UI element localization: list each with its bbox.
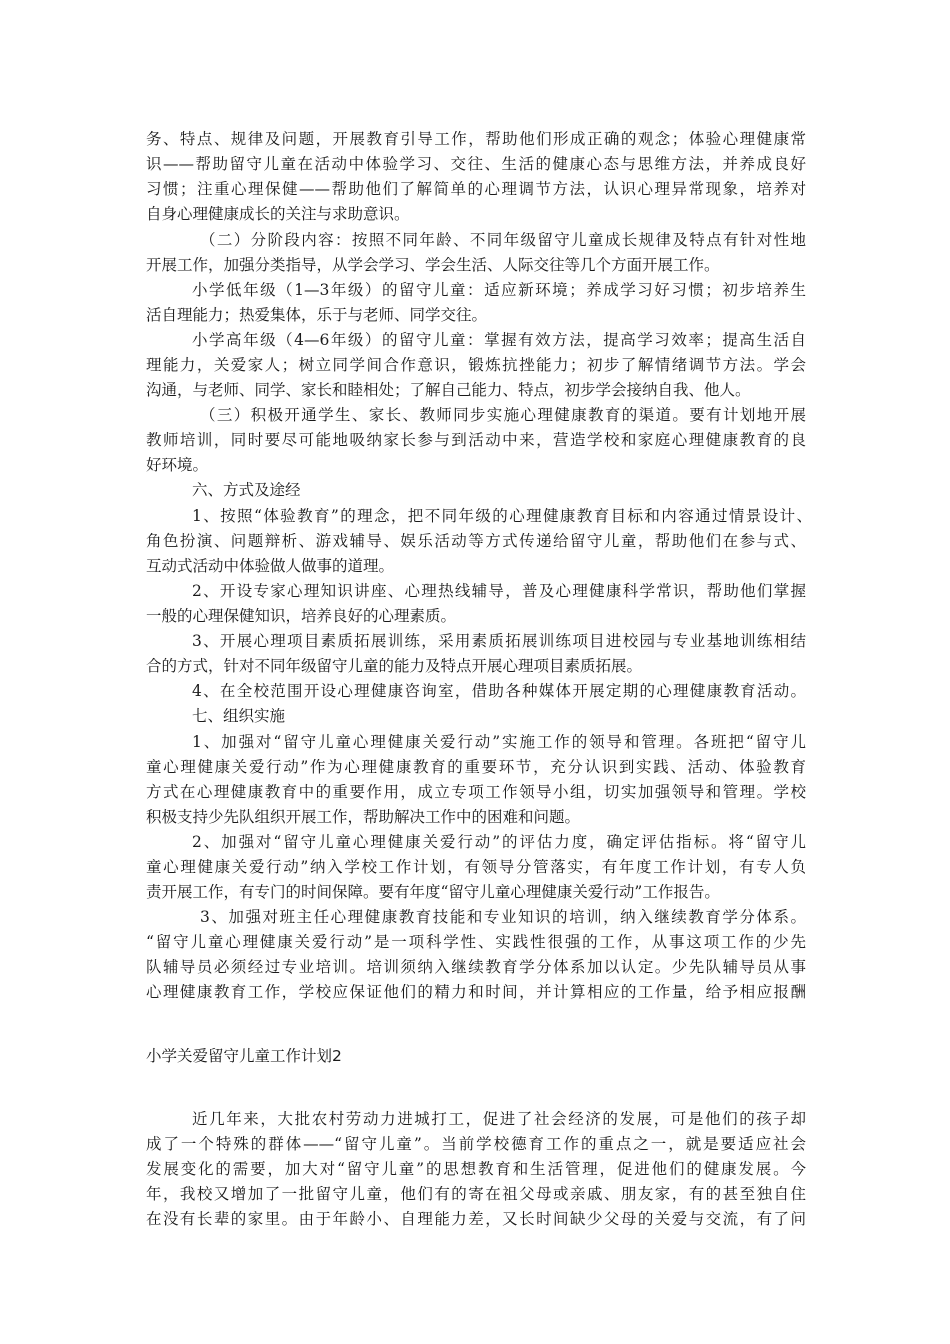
paragraph-line: 心理健康教育工作，学校应保证他们的精力和时间，并计算相应的工作量，给予相应报酬 bbox=[146, 983, 806, 1001]
paragraph-line: 童心理健康关爱行动”纳入学校工作计划，有领导分管落实，有年度工作计划，有专人负 bbox=[146, 858, 806, 876]
paragraph-line: 自身心理健康成长的关注与求助意识。 bbox=[146, 205, 410, 223]
paragraph-line: 习惯；注重心理保健——帮助他们了解简单的心理调节方法，认识心理异常现象，培养对 bbox=[146, 180, 806, 198]
paragraph-line: 发展变化的需要，加大对“留守儿童”的思想教育和生活管理，促进他们的健康发展。今 bbox=[146, 1160, 806, 1178]
paragraph-line: （三）积极开通学生、家长、教师同步实施心理健康教育的渠道。要有计划地开展 bbox=[200, 406, 806, 424]
section-heading: 七、组织实施 bbox=[192, 707, 286, 725]
paragraph-line: 成了一个特殊的群体——“留守儿童”。当前学校德育工作的重点之一，就是要适应社会 bbox=[146, 1135, 806, 1153]
paragraph-line: 方式在心理健康教育中的重要作用，成立专项工作领导小组，切实加强领导和管理。学校 bbox=[146, 783, 806, 801]
paragraph-line: （二）分阶段内容：按照不同年龄、不同年级留守儿童成长规律及特点有针对性地 bbox=[200, 231, 806, 249]
paragraph-line: 沟通，与老师、同学、家长和睦相处；了解自己能力、特点，初步学会接纳自我、他人。 bbox=[146, 381, 751, 399]
paragraph-line: 一般的心理保健知识，培养良好的心理素质。 bbox=[146, 607, 457, 625]
paragraph-line: 责开展工作，有专门的时间保障。要有年度“留守儿童心理健康关爱行动”工作报告。 bbox=[146, 883, 720, 901]
paragraph-line: 理能力，关爱家人；树立同学间合作意识，锻炼抗挫能力；初步了解情绪调节方法。学会 bbox=[146, 356, 806, 374]
paragraph-line: 近几年来，大批农村劳动力进城打工，促进了社会经济的发展，可是他们的孩子却 bbox=[192, 1110, 806, 1128]
section-heading: 六、方式及途经 bbox=[192, 481, 301, 499]
paragraph-line: 1、加强对“留守儿童心理健康关爱行动”实施工作的领导和管理。各班把“留守儿 bbox=[192, 733, 806, 751]
paragraph-line: 4、在全校范围开设心理健康咨询室，借助各种媒体开展定期的心理健康教育活动。 bbox=[192, 682, 806, 700]
paragraph-line: 积极支持少先队组织开展工作，帮助解决工作中的困难和问题。 bbox=[146, 808, 581, 826]
paragraph-line: 互动式活动中体验做人做事的道理。 bbox=[146, 557, 395, 575]
paragraph-line: 务、特点、规律及问题，开展教育引导工作，帮助他们形成正确的观念；体验心理健康常 bbox=[146, 130, 806, 148]
paragraph-line: 活自理能力；热爱集体，乐于与老师、同学交往。 bbox=[146, 306, 488, 324]
paragraph-line: 1、按照“体验教育”的理念，把不同年级的心理健康教育目标和内容通过情景设计、 bbox=[192, 507, 812, 525]
paragraph-line: 识——帮助留守儿童在活动中体验学习、交往、生活的健康心态与思维方法，并养成良好 bbox=[146, 155, 806, 173]
paragraph-line: 队辅导员必须经过专业培训。培训须纳入继续教育学分体系加以认定。少先队辅导员从事 bbox=[146, 958, 806, 976]
paragraph-line: 角色扮演、问题辩析、游戏辅导、娱乐活动等方式传递给留守儿童，帮助他们在参与式、 bbox=[146, 532, 806, 550]
paragraph-line: 小学低年级（1—3年级）的留守儿童：适应新环境；养成学习好习惯；初步培养生 bbox=[192, 281, 806, 299]
paragraph-line: 教师培训，同时要尽可能地吸纳家长参与到活动中来，营造学校和家庭心理健康教育的良 bbox=[146, 431, 806, 449]
paragraph-line: 2、加强对“留守儿童心理健康关爱行动”的评估力度，确定评估指标。将“留守儿 bbox=[192, 833, 806, 851]
paragraph-line: 在没有长辈的家里。由于年龄小、自理能力差，又长时间缺少父母的关爱与交流，有了问 bbox=[146, 1210, 806, 1228]
paragraph-line: “留守儿童心理健康关爱行动”是一项科学性、实践性很强的工作，从事这项工作的少先 bbox=[146, 933, 806, 951]
paragraph-line: 合的方式，针对不同年级留守儿童的能力及特点开展心理项目素质拓展。 bbox=[146, 657, 643, 675]
paragraph-line: 童心理健康关爱行动”作为心理健康教育的重要环节，充分认识到实践、活动、体验教育 bbox=[146, 758, 806, 776]
paragraph-line: 开展工作，加强分类指导，从学会学习、学会生活、人际交往等几个方面开展工作。 bbox=[146, 256, 720, 274]
paragraph-line: 好环境。 bbox=[146, 456, 209, 474]
paragraph-line: 3、加强对班主任心理健康教育技能和专业知识的培训，纳入继续教育学分体系。 bbox=[200, 908, 806, 926]
paragraph-line: 小学高年级（4—6年级）的留守儿童：掌握有效方法，提高学习效率；提高生活自 bbox=[192, 331, 806, 349]
paragraph-line: 2、开设专家心理知识讲座、心理热线辅导，普及心理健康科学常识，帮助他们掌握 bbox=[192, 582, 806, 600]
document-title: 小学关爱留守儿童工作计划2 bbox=[146, 1047, 342, 1065]
paragraph-line: 3、开展心理项目素质拓展训练，采用素质拓展训练项目进校园与专业基地训练相结 bbox=[192, 632, 806, 650]
paragraph-line: 年，我校又增加了一批留守儿童，他们有的寄在祖父母或亲戚、朋友家，有的甚至独自住 bbox=[146, 1185, 806, 1203]
